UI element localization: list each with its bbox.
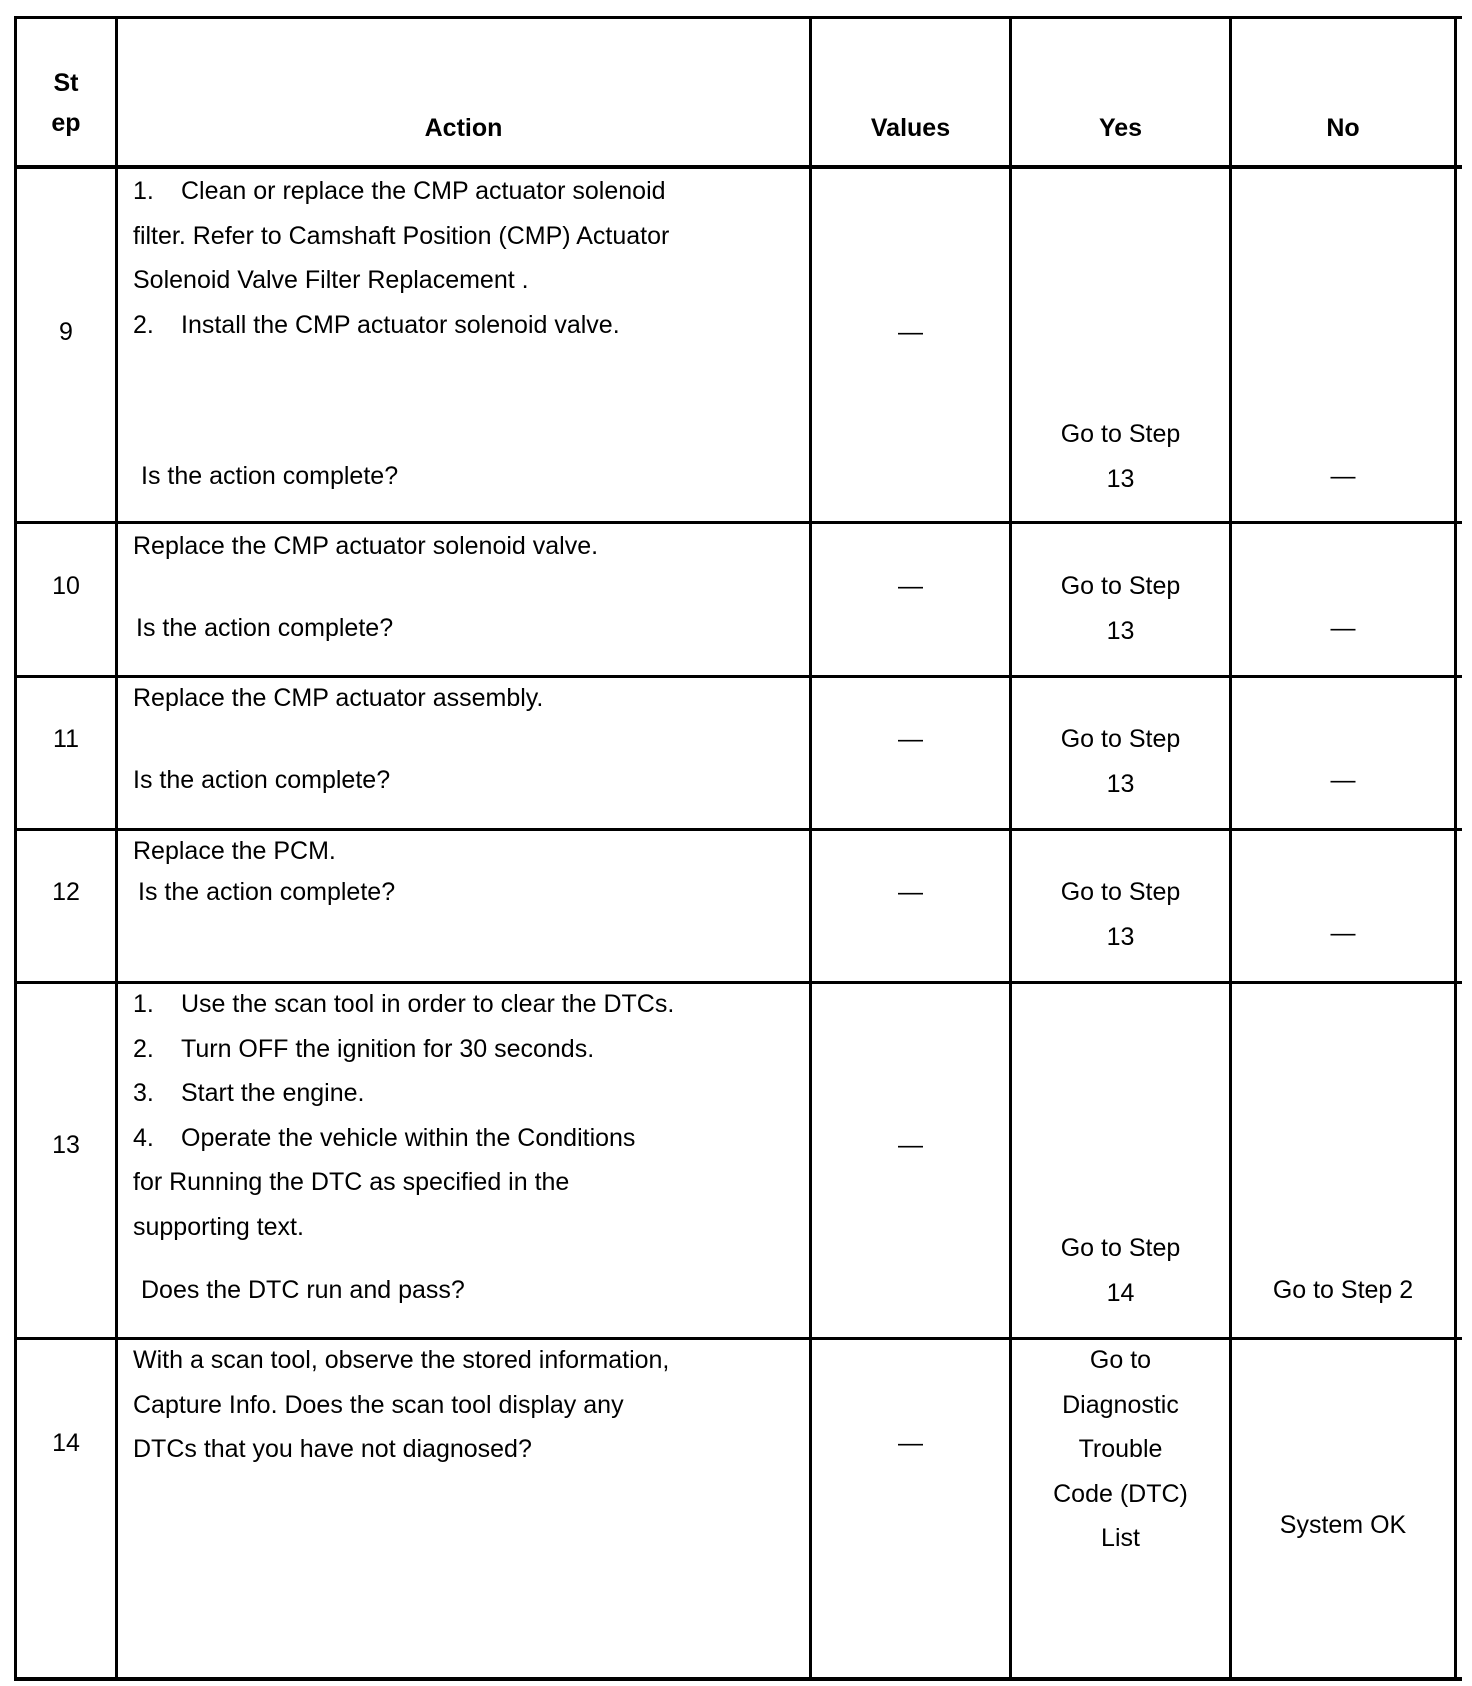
step-number: 11	[53, 725, 79, 753]
no-cell: —	[1330, 462, 1356, 490]
no-cell: System OK	[1279, 1511, 1407, 1539]
yes-line: Go to	[1089, 1346, 1152, 1374]
yes-line: 14	[1106, 1278, 1135, 1307]
list-item: 1. Use the scan tool in order to clear the DTCs.	[133, 982, 809, 1027]
list-item-continued: filter. Refer to Camshaft Position (CMP) Actuator	[133, 221, 670, 250]
yes-cell	[1012, 1226, 1229, 1315]
yes-cell	[1012, 870, 1229, 959]
rule-top	[14, 16, 1462, 19]
yes-line: Go to Step	[1060, 725, 1181, 753]
action-text	[133, 1338, 809, 1472]
step-number: 10	[52, 572, 80, 600]
yes-line: 13	[1106, 769, 1135, 798]
action-text: Replace the CMP actuator solenoid valve.	[133, 532, 599, 560]
yes-line: Go to Step	[1060, 420, 1181, 448]
action-question: Is the action complete?	[138, 878, 396, 906]
list-item: 3. Start the engine.	[133, 1071, 809, 1116]
action-line: Capture Info. Does the scan tool display any	[133, 1390, 624, 1419]
action-line: DTCs that you have not diagnosed?	[133, 1435, 532, 1463]
step-number: 14	[52, 1429, 80, 1457]
yes-line: List	[1101, 1524, 1140, 1552]
list-item: 2. Turn OFF the ignition for 30 seconds.	[133, 1027, 809, 1072]
list-number: 2.	[133, 1034, 154, 1063]
yes-line: Trouble	[1078, 1435, 1163, 1463]
yes-cell	[1012, 1338, 1229, 1561]
no-cell: —	[1330, 614, 1356, 642]
rule-col-step	[115, 16, 118, 1681]
action-question: Is the action complete?	[133, 766, 391, 794]
list-number: 4.	[133, 1123, 154, 1152]
yes-line: 13	[1106, 922, 1135, 951]
header-values: Values	[870, 114, 951, 142]
rule-right	[1454, 16, 1457, 1681]
list-item-continued: Solenoid Valve Filter Replacement .	[133, 266, 529, 294]
yes-cell	[1012, 412, 1229, 501]
yes-line: Go to Step	[1060, 572, 1181, 600]
list-number: 1.	[133, 990, 154, 1018]
action-text: Replace the PCM.	[133, 837, 336, 865]
values-cell: —	[898, 318, 923, 346]
list-item: 1. Clean or replace the CMP actuator solenoid	[133, 169, 809, 214]
no-cell: Go to Step 2	[1272, 1276, 1414, 1304]
yes-line: Code (DTC)	[1053, 1479, 1188, 1508]
yes-cell	[1012, 564, 1229, 653]
header-action: Action	[424, 114, 503, 142]
list-number: 3.	[133, 1079, 154, 1107]
step-number: 13	[52, 1131, 80, 1159]
yes-line: 13	[1106, 616, 1135, 645]
values-cell: —	[898, 1429, 923, 1457]
diagnostic-table	[14, 16, 1462, 1681]
rule-bottom	[14, 1677, 1462, 1681]
values-cell: —	[898, 572, 923, 600]
step-number: 9	[59, 318, 73, 346]
action-question: Is the action complete?	[141, 462, 399, 490]
action-question: Does the DTC run and pass?	[141, 1276, 465, 1304]
yes-line: Go to Step	[1060, 878, 1181, 906]
header-no: No	[1326, 114, 1360, 142]
rule-col-yes	[1229, 16, 1232, 1681]
action-text	[133, 982, 809, 1249]
list-number: 1.	[133, 177, 154, 205]
yes-line: Diagnostic	[1062, 1390, 1179, 1419]
list-item-continued: supporting text.	[133, 1212, 304, 1241]
values-cell: —	[898, 1131, 923, 1159]
no-cell: —	[1330, 919, 1356, 947]
header-step	[17, 63, 115, 143]
action-question: Is the action complete?	[136, 614, 394, 642]
yes-cell	[1012, 717, 1229, 806]
action-line: With a scan tool, observe the stored information,	[133, 1346, 670, 1374]
list-number: 2.	[133, 310, 154, 339]
yes-line: 13	[1106, 464, 1135, 493]
no-cell: —	[1330, 766, 1356, 794]
action-text: Replace the CMP actuator assembly.	[133, 684, 544, 712]
list-item-continued: for Running the DTC as specified in the	[133, 1168, 570, 1196]
action-text	[133, 169, 809, 347]
values-cell: —	[898, 725, 923, 753]
header-step-line-1: St	[53, 69, 79, 97]
header-yes: Yes	[1098, 114, 1143, 142]
header-step-line-2: ep	[51, 109, 81, 137]
values-cell: —	[898, 878, 923, 906]
list-item: 4. Operate the vehicle within the Conditions	[133, 1116, 809, 1161]
step-number: 12	[52, 878, 80, 906]
yes-line: Go to Step	[1060, 1234, 1181, 1262]
list-item: 2. Install the CMP actuator solenoid valve.	[133, 303, 809, 348]
